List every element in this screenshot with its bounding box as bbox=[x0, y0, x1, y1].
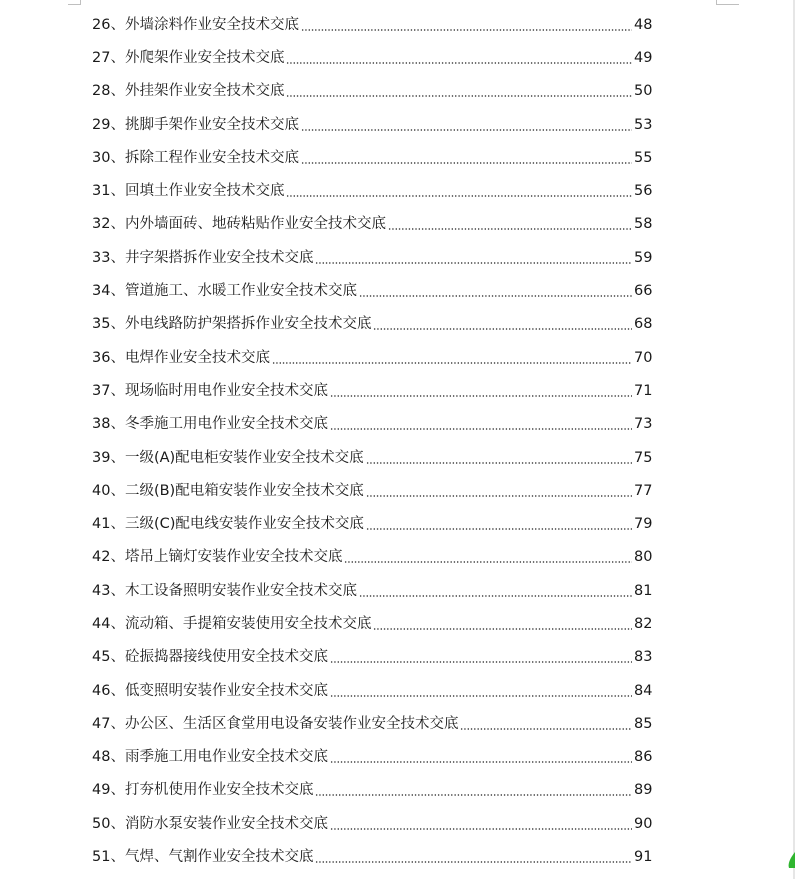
toc-entry-title: 电焊作业安全技术交底 bbox=[124, 349, 270, 366]
toc-entry-page-number: 58 bbox=[634, 216, 653, 233]
toc-dot-leader bbox=[330, 395, 632, 397]
toc-entry-separator: 、 bbox=[110, 849, 125, 866]
toc-entry-title: 回填土作业安全技术交底 bbox=[124, 183, 285, 200]
toc-dot-leader bbox=[388, 228, 632, 230]
toc-entry[interactable] bbox=[92, 741, 652, 774]
toc-entry[interactable] bbox=[92, 840, 652, 873]
toc-entry-title: 低变照明安装作业安全技术交底 bbox=[124, 682, 328, 699]
toc-dot-leader bbox=[330, 695, 632, 697]
toc-dot-leader bbox=[373, 328, 632, 330]
toc-dot-leader bbox=[286, 195, 632, 197]
toc-entry-page-number: 48 bbox=[634, 16, 653, 33]
toc-entry-number: 47 bbox=[92, 715, 111, 732]
toc-dot-leader bbox=[301, 29, 632, 31]
toc-dot-leader bbox=[301, 162, 632, 164]
toc-entry[interactable] bbox=[92, 241, 652, 274]
toc-entry-title: 流动箱、手提箱安装使用安全技术交底 bbox=[124, 615, 372, 632]
toc-entry-title: 内外墙面砖、地砖粘贴作业安全技术交底 bbox=[124, 216, 386, 233]
toc-entry-title: 二级(B)配电箱安装作业安全技术交底 bbox=[124, 482, 364, 499]
toc-entry-title: 外爬架作业安全技术交底 bbox=[124, 49, 285, 66]
toc-entry-number: 49 bbox=[92, 782, 111, 799]
toc-dot-leader bbox=[460, 728, 632, 730]
toc-dot-leader bbox=[315, 262, 632, 264]
toc-entry-separator: 、 bbox=[110, 482, 125, 499]
toc-entry-page-number: 84 bbox=[634, 682, 653, 699]
toc-entry-number: 41 bbox=[92, 516, 111, 533]
toc-entry[interactable] bbox=[92, 341, 652, 374]
toc-dot-leader bbox=[373, 628, 632, 630]
toc-entry-page-number: 71 bbox=[634, 382, 653, 399]
toc-entry-number: 43 bbox=[92, 582, 111, 599]
toc-entry[interactable] bbox=[92, 774, 652, 807]
toc-entry-page-number: 56 bbox=[634, 183, 653, 200]
toc-entry-separator: 、 bbox=[110, 782, 125, 799]
toc-dot-leader bbox=[366, 495, 632, 497]
toc-entry-number: 48 bbox=[92, 749, 111, 766]
toc-dot-leader bbox=[272, 362, 632, 364]
toc-entry[interactable] bbox=[92, 308, 652, 341]
toc-entry[interactable] bbox=[92, 75, 652, 108]
toc-entry-page-number: 50 bbox=[634, 83, 653, 100]
toc-entry[interactable] bbox=[92, 374, 652, 407]
toc-entry-number: 34 bbox=[92, 283, 111, 300]
toc-entry[interactable] bbox=[92, 108, 652, 141]
toc-entry-page-number: 90 bbox=[634, 815, 653, 832]
toc-entry-number: 32 bbox=[92, 216, 111, 233]
toc-entry-title: 木工设备照明安装作业安全技术交底 bbox=[124, 582, 357, 599]
toc-dot-leader bbox=[366, 528, 632, 530]
toc-entry[interactable] bbox=[92, 541, 652, 574]
toc-entry-page-number: 91 bbox=[634, 849, 653, 866]
toc-entry[interactable] bbox=[92, 208, 652, 241]
toc-entry-title: 现场临时用电作业安全技术交底 bbox=[124, 382, 328, 399]
toc-entry-page-number: 85 bbox=[634, 715, 653, 732]
toc-entry[interactable] bbox=[92, 274, 652, 307]
toc-entry-page-number: 79 bbox=[634, 516, 653, 533]
toc-dot-leader bbox=[330, 428, 632, 430]
toc-entry-separator: 、 bbox=[110, 116, 125, 133]
toc-entry-title: 打夯机使用作业安全技术交底 bbox=[124, 782, 314, 799]
toc-dot-leader bbox=[359, 295, 632, 297]
toc-entry-title: 冬季施工用电作业安全技术交底 bbox=[124, 416, 328, 433]
toc-entry-number: 50 bbox=[92, 815, 111, 832]
toc-entry-number: 51 bbox=[92, 849, 111, 866]
table-of-contents bbox=[92, 8, 652, 874]
toc-entry-page-number: 55 bbox=[634, 149, 653, 166]
toc-entry-title: 砼振捣器接线使用安全技术交底 bbox=[124, 649, 328, 666]
toc-entry-title: 一级(A)配电柜安装作业安全技术交底 bbox=[124, 449, 364, 466]
toc-entry-separator: 、 bbox=[110, 449, 125, 466]
toc-entry-number: 29 bbox=[92, 116, 111, 133]
toc-entry-number: 39 bbox=[92, 449, 111, 466]
toc-entry-number: 28 bbox=[92, 83, 111, 100]
toc-entry-title: 气焊、气割作业安全技术交底 bbox=[124, 849, 314, 866]
toc-entry[interactable] bbox=[92, 474, 652, 507]
toc-entry-page-number: 77 bbox=[634, 482, 653, 499]
toc-entry-title: 井字架搭拆作业安全技术交底 bbox=[124, 249, 314, 266]
toc-entry-page-number: 53 bbox=[634, 116, 653, 133]
toc-entry[interactable] bbox=[92, 41, 652, 74]
toc-entry[interactable] bbox=[92, 607, 652, 640]
toc-entry-separator: 、 bbox=[110, 815, 125, 832]
toc-entry-page-number: 81 bbox=[634, 582, 653, 599]
toc-entry-page-number: 80 bbox=[634, 549, 653, 566]
toc-entry-title: 外挂架作业安全技术交底 bbox=[124, 83, 285, 100]
toc-entry[interactable] bbox=[92, 441, 652, 474]
toc-entry-separator: 、 bbox=[110, 749, 125, 766]
toc-entry[interactable] bbox=[92, 707, 652, 740]
toc-entry-page-number: 49 bbox=[634, 49, 653, 66]
toc-entry-number: 42 bbox=[92, 549, 111, 566]
toc-entry-title: 三级(C)配电线安装作业安全技术交底 bbox=[124, 516, 364, 533]
toc-dot-leader bbox=[330, 761, 632, 763]
crop-mark-left bbox=[68, 0, 81, 5]
toc-entry[interactable] bbox=[92, 141, 652, 174]
toc-entry-page-number: 75 bbox=[634, 449, 653, 466]
toc-entry-number: 30 bbox=[92, 149, 111, 166]
toc-entry-title: 外电线路防护架搭拆作业安全技术交底 bbox=[124, 316, 372, 333]
toc-entry-page-number: 73 bbox=[634, 416, 653, 433]
toc-entry-separator: 、 bbox=[110, 382, 125, 399]
toc-dot-leader bbox=[330, 661, 632, 663]
toc-entry-separator: 、 bbox=[110, 349, 125, 366]
toc-entry-separator: 、 bbox=[110, 549, 125, 566]
toc-entry[interactable] bbox=[92, 574, 652, 607]
toc-entry-separator: 、 bbox=[110, 49, 125, 66]
toc-entry-separator: 、 bbox=[110, 649, 125, 666]
toc-entry-page-number: 59 bbox=[634, 249, 653, 266]
toc-entry-separator: 、 bbox=[110, 216, 125, 233]
toc-entry[interactable] bbox=[92, 674, 652, 707]
toc-entry-separator: 、 bbox=[110, 183, 125, 200]
toc-entry-title: 管道施工、水暖工作业安全技术交底 bbox=[124, 283, 357, 300]
toc-entry-number: 45 bbox=[92, 649, 111, 666]
toc-entry-number: 27 bbox=[92, 49, 111, 66]
toc-entry[interactable] bbox=[92, 507, 652, 540]
toc-entry-page-number: 66 bbox=[634, 283, 653, 300]
toc-dot-leader bbox=[315, 861, 632, 863]
toc-dot-leader bbox=[366, 462, 632, 464]
toc-entry-number: 35 bbox=[92, 316, 111, 333]
toc-entry-title: 塔吊上镝灯安装作业安全技术交底 bbox=[124, 549, 343, 566]
toc-entry-number: 26 bbox=[92, 16, 111, 33]
toc-entry-separator: 、 bbox=[110, 149, 125, 166]
toc-entry-number: 46 bbox=[92, 682, 111, 699]
toc-entry[interactable] bbox=[92, 8, 652, 41]
toc-entry-separator: 、 bbox=[110, 16, 125, 33]
toc-entry-separator: 、 bbox=[110, 416, 125, 433]
toc-entry-separator: 、 bbox=[110, 582, 125, 599]
toc-entry-separator: 、 bbox=[110, 316, 125, 333]
toc-dot-leader bbox=[286, 95, 632, 97]
toc-entry-page-number: 82 bbox=[634, 615, 653, 632]
toc-entry-number: 31 bbox=[92, 183, 111, 200]
toc-entry-page-number: 83 bbox=[634, 649, 653, 666]
toc-entry-separator: 、 bbox=[110, 615, 125, 632]
toc-entry-title: 办公区、生活区食堂用电设备安装作业安全技术交底 bbox=[124, 715, 459, 732]
toc-entry[interactable] bbox=[92, 408, 652, 441]
toc-dot-leader bbox=[359, 595, 632, 597]
toc-dot-leader bbox=[344, 561, 632, 563]
toc-entry-page-number: 70 bbox=[634, 349, 653, 366]
toc-entry-separator: 、 bbox=[110, 283, 125, 300]
toc-entry[interactable] bbox=[92, 174, 652, 207]
toc-entry[interactable] bbox=[92, 807, 652, 840]
toc-dot-leader bbox=[286, 62, 632, 64]
toc-entry-number: 33 bbox=[92, 249, 111, 266]
toc-entry-title: 挑脚手架作业安全技术交底 bbox=[124, 116, 299, 133]
toc-entry-page-number: 89 bbox=[634, 782, 653, 799]
toc-entry-title: 外墙涂料作业安全技术交底 bbox=[124, 16, 299, 33]
toc-dot-leader bbox=[330, 828, 632, 830]
toc-entry-separator: 、 bbox=[110, 682, 125, 699]
toc-entry-separator: 、 bbox=[110, 516, 125, 533]
toc-entry-number: 36 bbox=[92, 349, 111, 366]
toc-entry-number: 37 bbox=[92, 382, 111, 399]
toc-entry-separator: 、 bbox=[110, 83, 125, 100]
toc-entry-title: 雨季施工用电作业安全技术交底 bbox=[124, 749, 328, 766]
toc-entry-number: 38 bbox=[92, 416, 111, 433]
crop-mark-right bbox=[716, 0, 739, 5]
toc-dot-leader bbox=[315, 794, 632, 796]
toc-entry-page-number: 86 bbox=[634, 749, 653, 766]
green-marker-icon bbox=[787, 852, 795, 868]
toc-entry-title: 拆除工程作业安全技术交底 bbox=[124, 149, 299, 166]
toc-entry[interactable] bbox=[92, 641, 652, 674]
toc-entry-page-number: 68 bbox=[634, 316, 653, 333]
toc-entry-title: 消防水泵安装作业安全技术交底 bbox=[124, 815, 328, 832]
toc-dot-leader bbox=[301, 129, 632, 131]
toc-entry-separator: 、 bbox=[110, 249, 125, 266]
toc-entry-number: 40 bbox=[92, 482, 111, 499]
toc-entry-number: 44 bbox=[92, 615, 111, 632]
toc-entry-separator: 、 bbox=[110, 715, 125, 732]
